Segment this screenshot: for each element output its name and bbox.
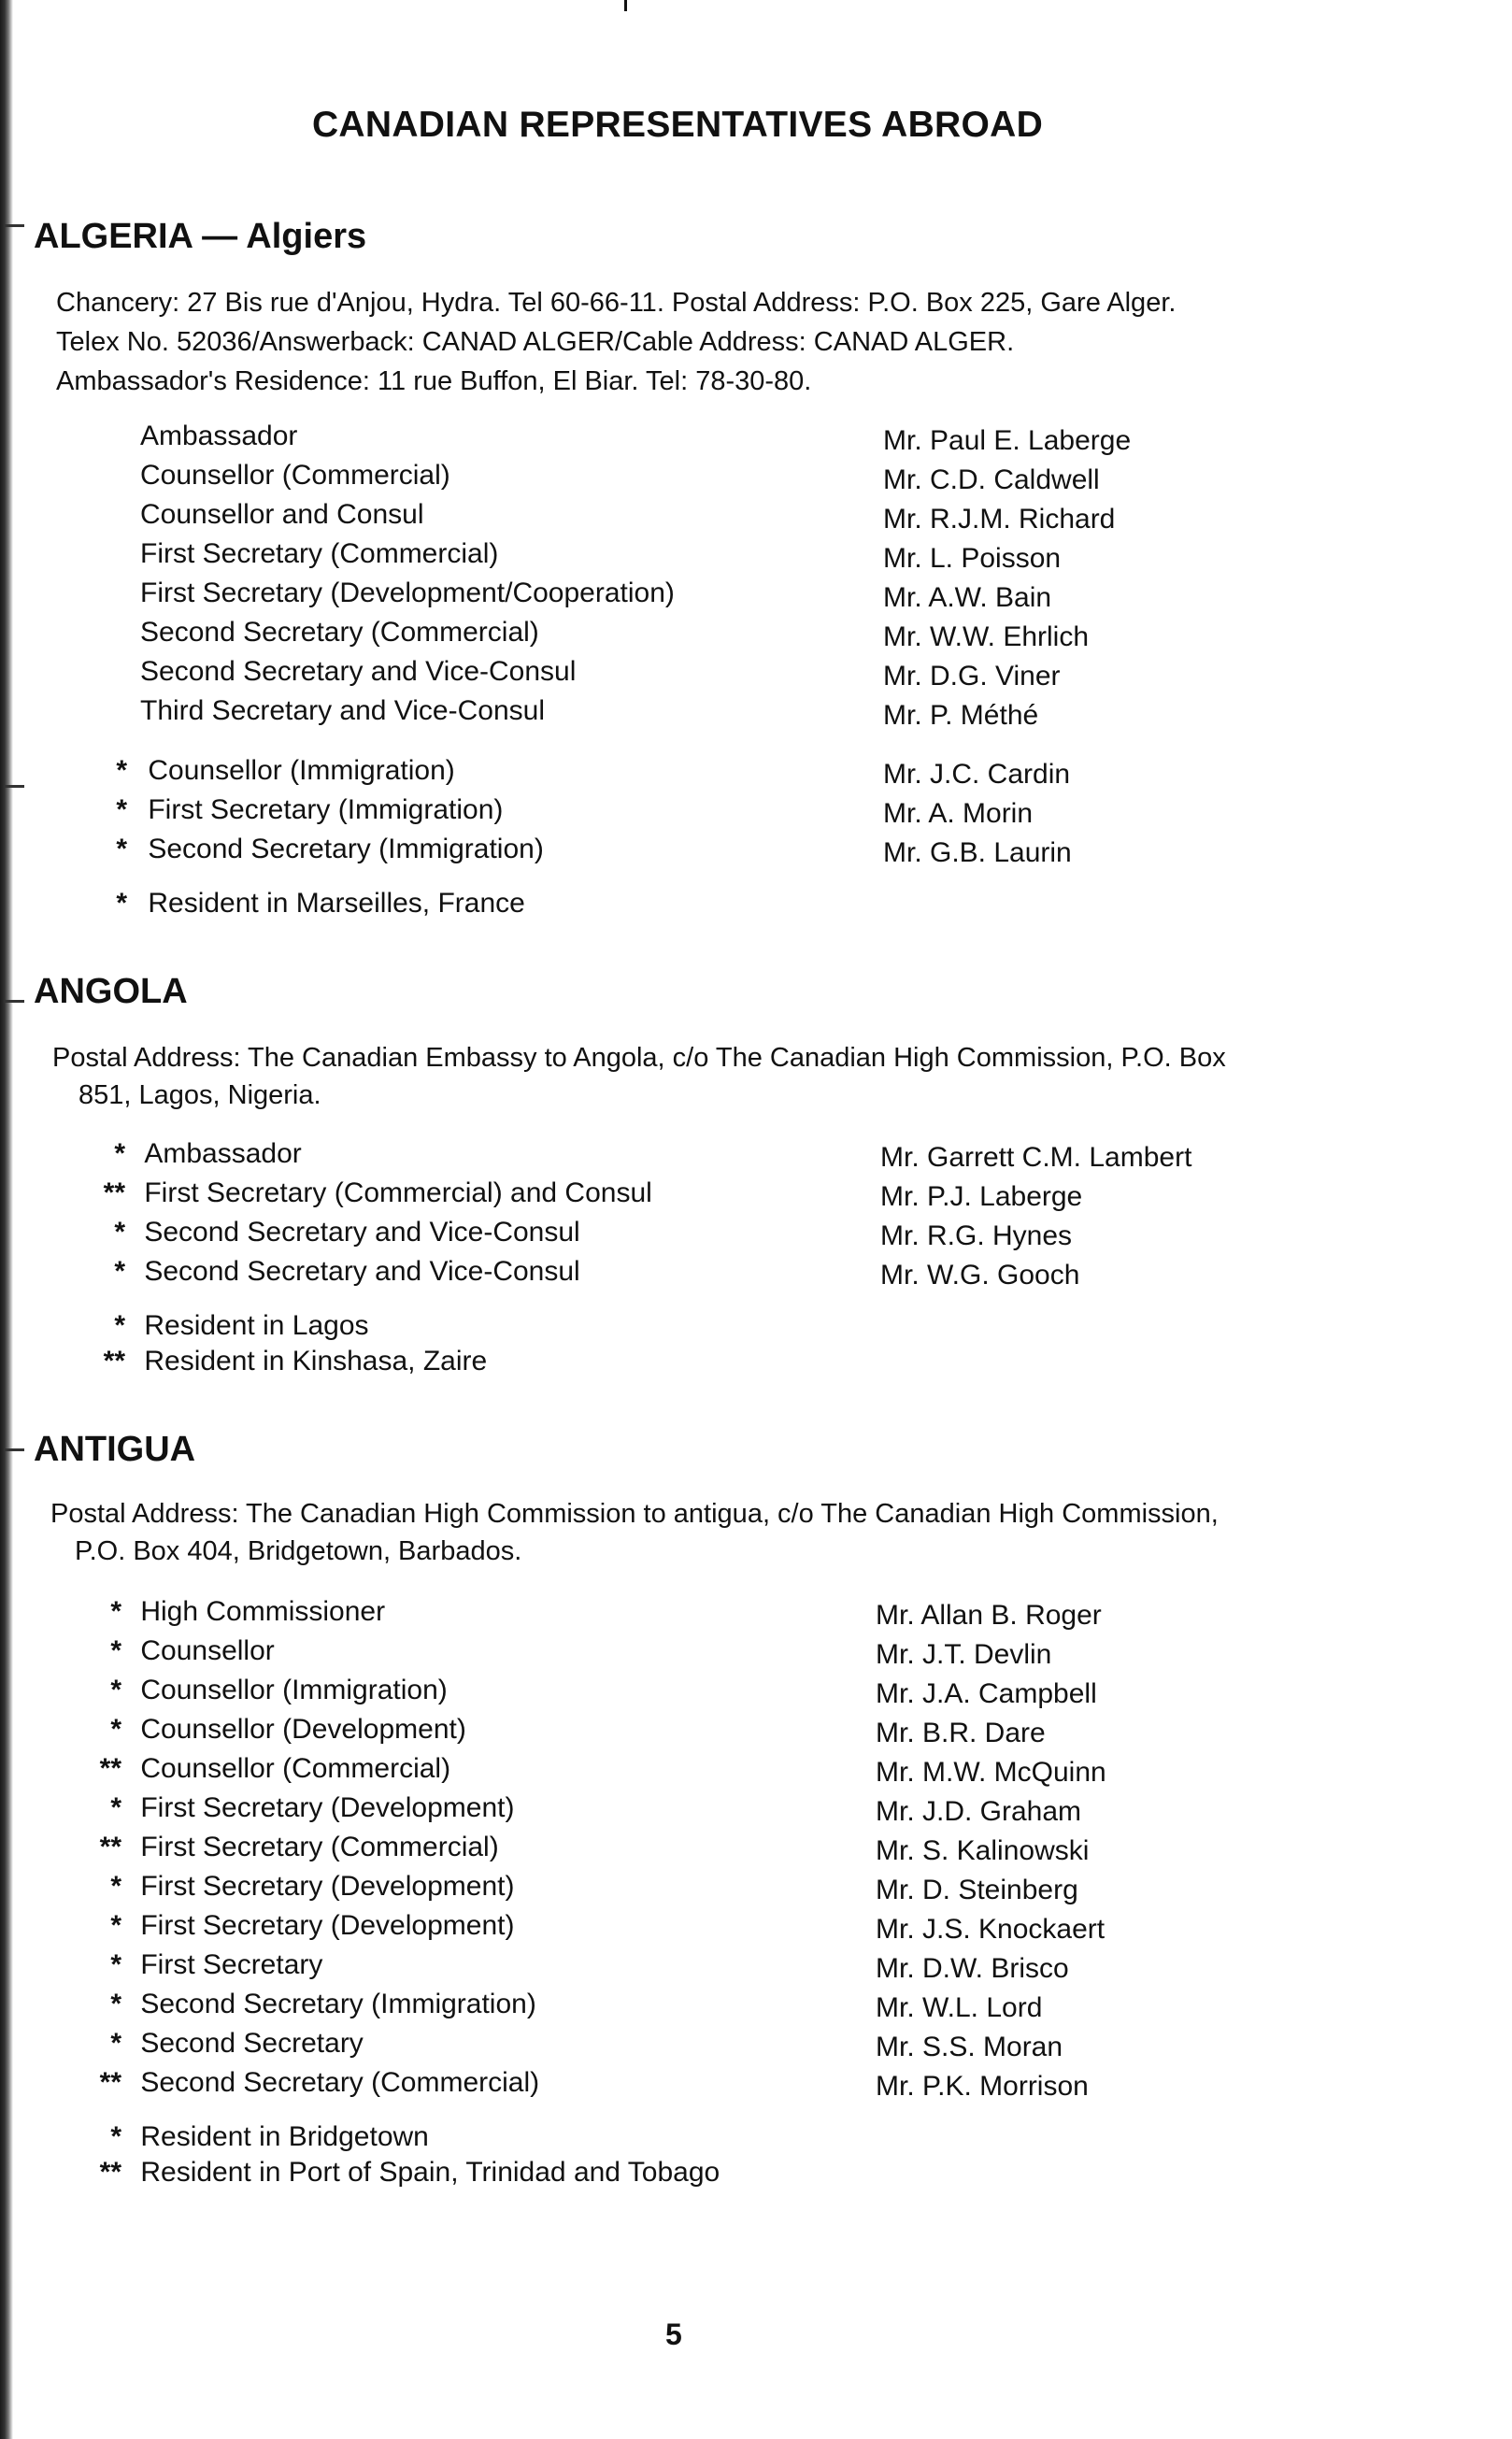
staff-name: Mr. J.S. Knockaert [876,1914,1105,1945]
staff-marker: ** [103,1177,125,1208]
staff-role: Ambassador [144,1138,302,1169]
scan-mark [4,1448,24,1451]
staff-role: Counsellor and Consul [140,499,424,530]
staff-row [75,1753,450,1785]
page-number: 5 [665,2318,682,2351]
footnote [78,1310,369,1342]
staff-role: Second Secretary (Commercial) [140,2067,540,2098]
staff-name: Mr. G.B. Laurin [883,837,1072,868]
footnote-text: Resident in Bridgetown [140,2121,429,2152]
footnote-marker: * [110,2121,121,2152]
staff-role: Second Secretary [140,2028,364,2059]
staff-name: Mr. P.K. Morrison [876,2071,1089,2102]
staff-name: Mr. L. Poisson [883,543,1062,574]
staff-row [75,1832,499,1863]
staff-marker: * [110,1949,121,1980]
footnote-text: Resident in Kinshasa, Zaire [144,1346,488,1376]
staff-role: Second Secretary and Vice-Consul [144,1217,580,1248]
staff-row [75,1792,514,1824]
staff-marker: ** [99,2067,121,2098]
staff-role: Second Secretary and Vice-Consul [140,656,577,687]
staff-name: Mr. D. Steinberg [876,1875,1078,1905]
staff-role: Second Secretary (Commercial) [140,617,539,648]
staff-role: First Secretary (Development/Cooperation) [140,578,675,608]
staff-name: Mr. J.D. Graham [876,1796,1082,1827]
scanned-page-edge [0,0,13,2439]
staff-role: First Secretary (Development) [140,1792,515,1823]
footnote-marker: * [114,1310,125,1341]
staff-name: Mr. S.S. Moran [876,2032,1063,2062]
staff-row [75,1675,448,1706]
staff-name: Mr. W.G. Gooch [880,1260,1080,1291]
staff-role: Counsellor (Commercial) [140,460,450,491]
staff-name: Mr. A. Morin [883,798,1034,829]
staff-marker: * [110,1792,121,1823]
staff-row [75,2067,539,2099]
staff-name: Mr. J.C. Cardin [883,759,1071,790]
staff-role: First Secretary (Development) [140,1910,515,1941]
staff-role: High Commissioner [140,1596,386,1627]
staff-marker: * [114,1256,125,1287]
staff-marker: * [116,755,127,786]
address-line: Postal Address: The Canadian Embassy to Angola, c/o The Canadian High Commission, P.O. Box [52,1043,1226,1073]
staff-marker: * [110,1675,121,1705]
page-title: CANADIAN REPRESENTATIVES ABROAD [311,105,1044,145]
staff-marker: * [114,1217,125,1248]
address-line: Chancery: 27 Bis rue d'Anjou, Hydra. Tel 60-66-11. Postal Address: P.O. Box 225, Gare Alger. [56,288,1177,318]
staff-role: Counsellor (Immigration) [148,755,455,786]
staff-role: First Secretary (Immigration) [148,794,504,825]
section-heading-algeria: ALGERIA — Algiers [34,217,367,256]
staff-role: Counsellor (Development) [140,1714,466,1745]
staff-row [75,1910,514,1942]
staff-name: Mr. R.G. Hynes [880,1220,1073,1251]
staff-role: Second Secretary (Immigration) [140,1989,536,2019]
staff-row [75,1871,514,1903]
footnote [75,2157,720,2189]
address-line: 851, Lagos, Nigeria. [78,1080,321,1110]
staff-name: Mr. D.W. Brisco [876,1953,1069,1984]
scan-mark [4,1000,24,1003]
staff-marker: ** [99,1753,121,1784]
staff-name: Mr. P.J. Laberge [880,1181,1083,1212]
staff-marker: * [110,1596,121,1627]
staff-row [78,1217,580,1248]
staff-marker: * [110,1910,121,1941]
staff-name: Mr. P. Méthé [883,700,1039,731]
footnote [84,888,525,920]
staff-row [78,1177,652,1209]
staff-role: Counsellor [140,1635,275,1666]
footnote-marker: ** [99,2157,121,2188]
staff-name: Mr. M.W. McQuinn [876,1757,1106,1788]
staff-row [84,834,544,865]
staff-name: Mr. D.G. Viner [883,661,1061,692]
staff-row [84,794,503,826]
staff-name: Mr. W.W. Ehrlich [883,621,1090,652]
staff-row [78,1256,580,1288]
staff-marker: * [110,1871,121,1902]
staff-row [84,755,455,787]
staff-role: Counsellor (Commercial) [140,1753,451,1784]
staff-role: First Secretary (Commercial) [140,538,499,569]
scan-mark [4,224,24,227]
footnote-text: Resident in Marseilles, France [148,888,525,919]
staff-row [75,1596,385,1628]
footnote [75,2121,429,2153]
staff-marker: * [116,834,127,864]
staff-name: Mr. Allan B. Roger [876,1600,1102,1631]
staff-marker: * [110,1635,121,1666]
staff-row [75,2028,364,2060]
staff-marker: ** [99,1832,121,1862]
top-crop-mark [624,0,627,11]
section-heading-antigua: ANTIGUA [34,1430,196,1469]
staff-marker: * [110,2028,121,2059]
staff-name: Mr. C.D. Caldwell [883,464,1100,495]
staff-name: Mr. A.W. Bain [883,582,1052,613]
staff-name: Mr. J.A. Campbell [876,1678,1097,1709]
staff-marker: * [110,1989,121,2019]
staff-marker: * [116,794,127,825]
staff-role: First Secretary (Commercial) [140,1832,499,1862]
staff-role: Second Secretary and Vice-Consul [144,1256,580,1287]
footnote [78,1346,487,1377]
staff-row [75,1949,322,1981]
staff-name: Mr. B.R. Dare [876,1718,1046,1748]
staff-name: Mr. Garrett C.M. Lambert [880,1142,1192,1173]
staff-name: Mr. S. Kalinowski [876,1835,1090,1866]
scan-mark [4,785,24,788]
staff-row [75,1714,466,1746]
staff-row [78,1138,302,1170]
staff-role: First Secretary [140,1949,323,1980]
footnote-marker: * [116,888,127,919]
staff-role: First Secretary (Development) [140,1871,515,1902]
staff-role: Second Secretary (Immigration) [148,834,544,864]
staff-role: Third Secretary and Vice-Consul [140,695,545,726]
staff-name: Mr. J.T. Devlin [876,1639,1052,1670]
staff-marker: * [110,1714,121,1745]
staff-role: Ambassador [140,421,298,451]
footnote-text: Resident in Port of Spain, Trinidad and Tobago [140,2157,720,2188]
footnote-text: Resident in Lagos [144,1310,369,1341]
address-line: P.O. Box 404, Bridgetown, Barbados. [75,1536,522,1566]
staff-name: Mr. R.J.M. Richard [883,504,1116,535]
address-line: Ambassador's Residence: 11 rue Buffon, El Biar. Tel: 78-30-80. [56,366,812,396]
staff-marker: * [114,1138,125,1169]
address-line: Telex No. 52036/Answerback: CANAD ALGER/Cable Address: CANAD ALGER. [56,327,1015,357]
footnote-marker: ** [103,1346,125,1376]
staff-name: Mr. Paul E. Laberge [883,425,1132,456]
staff-row [75,1635,275,1667]
staff-role: First Secretary (Commercial) and Consul [144,1177,652,1208]
staff-role: Counsellor (Immigration) [140,1675,448,1705]
staff-name: Mr. W.L. Lord [876,1992,1043,2023]
staff-row [75,1989,536,2020]
address-line: Postal Address: The Canadian High Commission to antigua, c/o The Canadian High Commission, [50,1499,1219,1529]
section-heading-angola: ANGOLA [34,972,188,1011]
